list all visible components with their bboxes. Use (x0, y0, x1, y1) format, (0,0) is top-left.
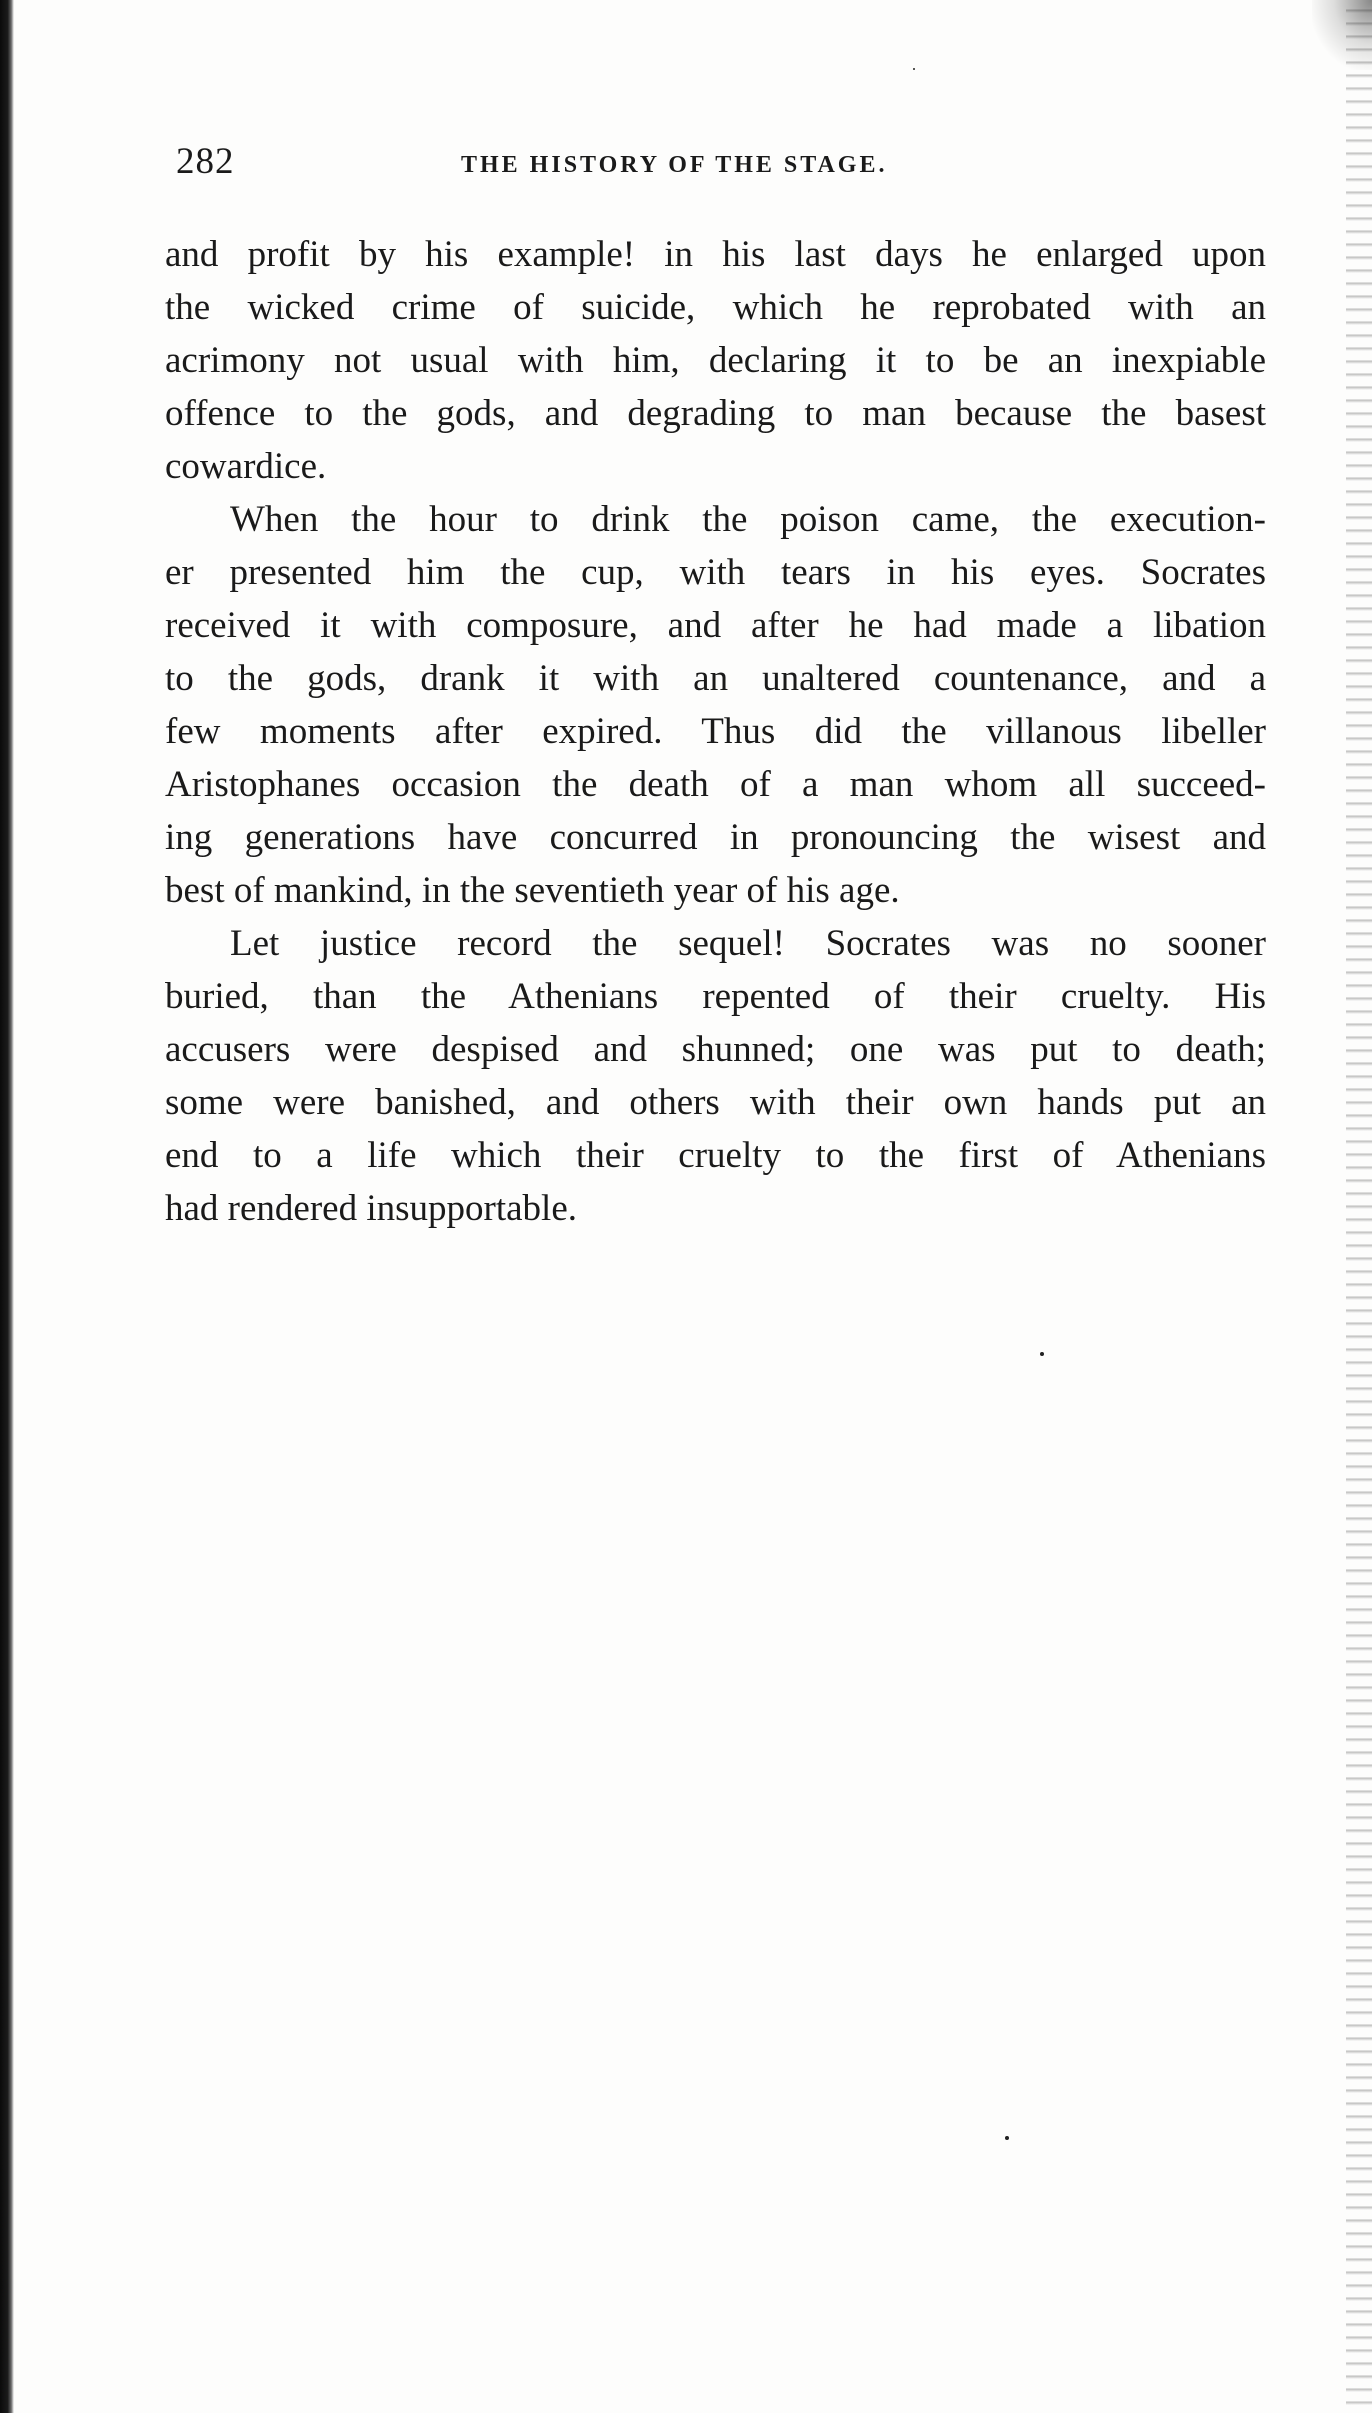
text-line: some were banished, and others with their own hands put an (165, 1082, 1266, 1123)
binding-shadow (0, 0, 14, 2413)
text-line: and profit by his example! in his last days he enlarged upon (165, 234, 1266, 275)
text-line: to the gods, drank it with an unaltered countenance, and a (165, 658, 1266, 699)
text-line: Aristophanes occasion the death of a man whom all succeed- (165, 764, 1266, 805)
text-line: received it with composure, and after he had made a libation (165, 605, 1266, 646)
text-line: acrimony not usual with him, declaring it to be an inexpiable (165, 340, 1266, 381)
page-number: 282 (176, 141, 235, 182)
text-line: few moments after expired. Thus did the villanous libeller (165, 711, 1266, 752)
text-line: offence to the gods, and degrading to man because the basest (165, 393, 1266, 434)
text-line: best of mankind, in the seventieth year of his age. (165, 870, 900, 911)
text-line: Let justice record the sequel! Socrates was no sooner (230, 923, 1266, 964)
body-text (165, 228, 1266, 1235)
page-header (176, 140, 1266, 190)
text-line: buried, than the Athenians repented of their cruelty. His (165, 976, 1266, 1017)
scan-speck (1005, 2136, 1009, 2140)
text-line: er presented him the cup, with tears in his eyes. Socrates (165, 552, 1266, 593)
text-line: accusers were despised and shunned; one was put to death; (165, 1029, 1266, 1070)
page-corner-shadow (1312, 0, 1372, 70)
running-title: THE HISTORY OF THE STAGE. (461, 152, 888, 178)
scan-speck (913, 68, 915, 70)
page-edge (1346, 0, 1372, 2413)
text-line: had rendered insupportable. (165, 1188, 577, 1229)
text-line: the wicked crime of suicide, which he reprobated with an (165, 287, 1266, 328)
text-line: ing generations have concurred in pronouncing the wisest and (165, 817, 1266, 858)
scan-speck (1040, 1352, 1044, 1356)
text-line: When the hour to drink the poison came, the execution- (230, 499, 1266, 540)
text-line: cowardice. (165, 446, 327, 487)
text-line: end to a life which their cruelty to the first of Athenians (165, 1135, 1266, 1176)
